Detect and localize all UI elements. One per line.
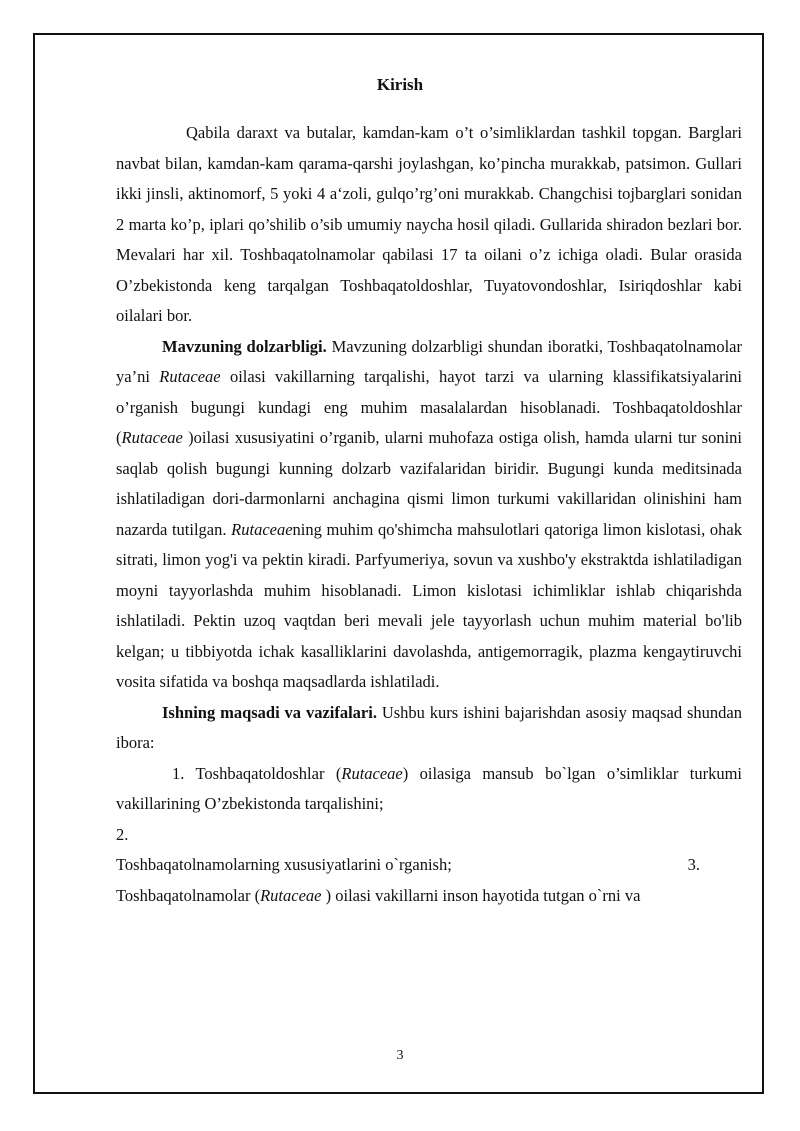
task-1-text-b: ) oilasiga mansub bo`lgan o’simliklar turkumi vakillarining O’zbekistonda tarqalishini; [116, 763, 743, 813]
page-title: Kirish [376, 75, 424, 94]
relevance-text-1: Mavzuning dolzarbligi shundan iboratki, Toshbaqatolnamolar ya’ni [116, 336, 742, 386]
task-item-3 [116, 881, 742, 912]
relevance-italic-2: Rutaceae [121, 428, 183, 447]
goals-paragraph [116, 698, 742, 759]
relevance-italic-1: Rutaceae [159, 367, 221, 386]
relevance-paragraph [116, 332, 742, 698]
task-1-text-a: 1. Toshbaqatoldoshlar ( [172, 763, 342, 783]
relevance-text-4: ning muhim qo'shimcha mahsulotlari qatoriga limon kislotasi, ohak sitrati, limon yog'i va pektin kiradi. Parfyumeriya, sovun va xushbo'y ekstraktda ishlatiladigan moyni tayyorlashda muhim hisoblanadi. Limon kislotasi ichimliklar ishlab chiqarishda ishlatiladi. Pektin uzoq vaqtdan beri mevali jele tayyorlash uchun muhim material bo'lib kelgan; u tibbiyotda ichak kasalliklarini davolashda, antigemorragik, plazma kengaytiruvchi vosita sifatida va boshqa maqsadlarda ishlatiladi. [116, 519, 742, 691]
page-number: 3 [396, 1048, 404, 1063]
task-item-1 [116, 759, 742, 820]
relevance-text-2: oilasi vakillarning tarqalishi, hayot tarzi va ularning klassifikatsiyalarini o’rganish bugungi kundagi eng muhim masalalardan hisoblanadi. Toshbaqatoldoshlar ( [116, 367, 742, 447]
task-number-2: 2. [116, 824, 129, 844]
document-body [116, 118, 742, 911]
intro-paragraph: Qabila daraxt va butalar, kamdan-kam o’t o’simliklardan tashkil topgan. Barglari navbat bilan, kamdan-kam qarama-qarshi joylashgan, ko’pincha murakkab, patsimon. Gullari ikki jinsli, aktinomorf, 5 yoki 4 a‘zoli, gulqo’rg’oni murakkab. Changchisi tojbarglari sonidan 2 marta ko’p, iplari qo’shilib o’sib umumiy naycha hosil qiladi. Gullarida shiradon bezlari bor. Mevalari har xil. Toshbaqatolnamolar qabilasi 17 ta oilani o’z ichiga oladi. Bular orasida O’zbekistonda keng tarqalgan Toshbaqatoldoshlar, Tuyatovondoshlar, Isiriqdoshlar kabi oilalari bor. [116, 123, 742, 325]
task-number-3: 3. [687, 855, 700, 874]
goals-heading: Ishning maqsadi va vazifalari. [162, 702, 377, 722]
task-3-italic: Rutaceae [260, 885, 322, 905]
task-2-text: Toshbaqatolnamolarning xususiyatlarini o`rganish; [116, 855, 452, 874]
task-3-text-a: Toshbaqatolnamolar ( [116, 885, 261, 905]
task-1-italic: Rutaceae [341, 763, 403, 783]
relevance-italic-3: Rutaceae [231, 519, 293, 539]
task-item-2 [116, 850, 742, 881]
task-3-text-b: ) oilasi vakillarni inson hayotida tutgan o`rni va [321, 885, 641, 905]
relevance-text-3: )oilasi xususiyatini o’rganib, ularni muhofaza ostiga olish, hamda ularni tur sonini saqlab qolish bugungi kunning dolzarb vazifalaridan biridir. Bugungi kunda meditsinada ishlatiladigan dori-darmonlarni anchagina qismi limon turkumi vakillaridan olinishini ham nazarda tutilgan. [116, 428, 742, 539]
goals-text: Ushbu kurs ishini bajarishdan asosiy maqsad shundan ibora: [116, 702, 742, 752]
relevance-heading: Mavzuning dolzarbligi. [162, 336, 327, 356]
